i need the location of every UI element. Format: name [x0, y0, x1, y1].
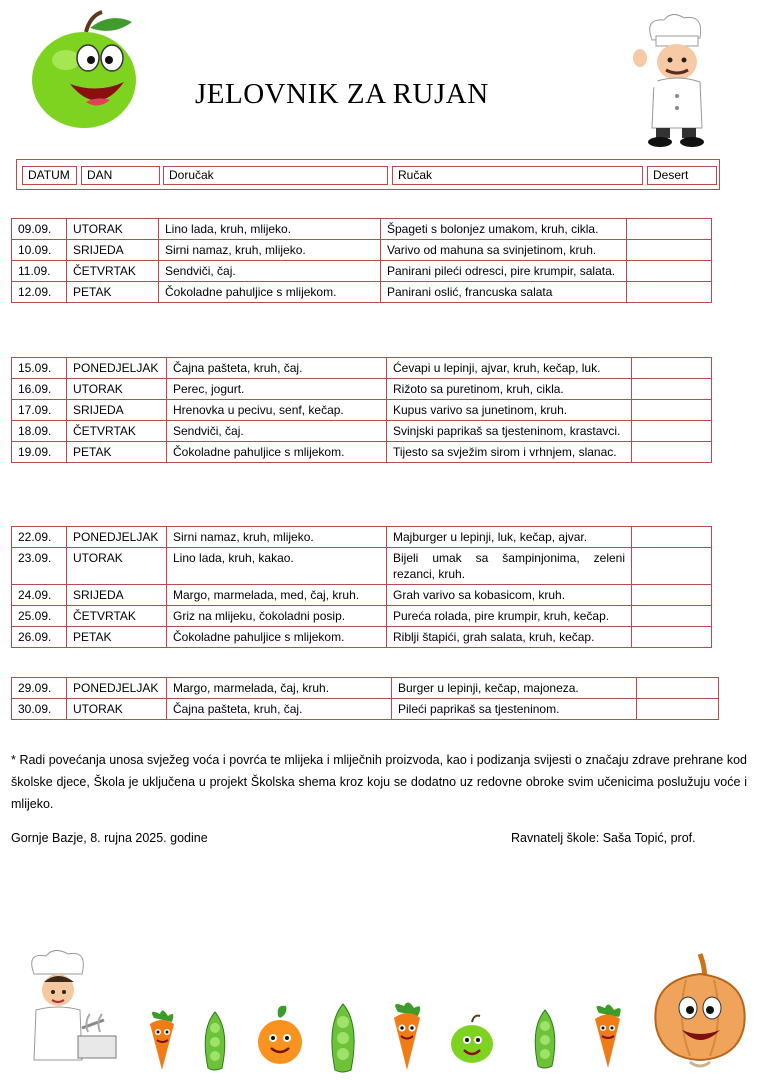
dessert-cell: [632, 358, 712, 379]
day-cell: PONEDJELJAK: [67, 678, 167, 699]
lunch-cell: Majburger u lepinji, luk, kečap, ajvar.: [387, 527, 632, 548]
breakfast-cell: Čajna pašteta, kruh, čaj.: [167, 699, 392, 720]
header-datum: DATUM: [22, 166, 77, 185]
carrot-icon: [140, 1008, 184, 1072]
dessert-cell: [632, 627, 712, 648]
dessert-cell: [627, 219, 712, 240]
lunch-cell: Tijesto sa svježim sirom i vrhnjem, slanac.: [387, 442, 632, 463]
date-cell: 24.09.: [12, 585, 67, 606]
dessert-cell: [627, 261, 712, 282]
breakfast-cell: Hrenovka u pecivu, senf, kečap.: [167, 400, 387, 421]
date-cell: 16.09.: [12, 379, 67, 400]
breakfast-cell: Perec, jogurt.: [167, 379, 387, 400]
dessert-cell: [632, 400, 712, 421]
date-cell: 10.09.: [12, 240, 67, 261]
day-cell: SRIJEDA: [67, 240, 159, 261]
pea-pod-icon: [530, 1008, 560, 1070]
breakfast-cell: Griz na mlijeku, čokoladni posip.: [167, 606, 387, 627]
chef-cooking-icon: [22, 948, 118, 1064]
day-cell: ČETVRTAK: [67, 261, 159, 282]
apple-character-icon: [28, 10, 140, 130]
date-cell: 18.09.: [12, 421, 67, 442]
lunch-cell: Riblji štapići, grah salata, kruh, kečap.: [387, 627, 632, 648]
week-table: [11, 526, 712, 648]
table-row: [12, 699, 719, 720]
place-date: Gornje Bazje, 8. rujna 2025. godine: [11, 831, 208, 845]
day-cell: PONEDJELJAK: [67, 358, 167, 379]
date-cell: 17.09.: [12, 400, 67, 421]
chef-character-icon: [630, 10, 722, 150]
breakfast-cell: Sirni namaz, kruh, mlijeko.: [167, 527, 387, 548]
dessert-cell: [637, 678, 719, 699]
date-cell: 15.09.: [12, 358, 67, 379]
date-cell: 25.09.: [12, 606, 67, 627]
dessert-cell: [632, 442, 712, 463]
school-scheme-note: * Radi povećanja unosa svježeg voća i povrća te mlijeka i mliječnih proizvoda, kao i podizanja svijesti o značaju zdrave prehrane kod školske djece, Škola je uključena u projekt Školska shema kroz koju se dodatno uz redovne obroke svim učenicima poslužuju voće i mlijeko.: [11, 753, 747, 811]
date-cell: 23.09.: [12, 548, 67, 585]
dessert-cell: [632, 379, 712, 400]
lunch-cell: Špageti s bolonjez umakom, kruh, cikla.: [381, 219, 627, 240]
lunch-cell: Panirani oslić, francuska salata: [381, 282, 627, 303]
lunch-cell: Panirani pileći odresci, pire krumpir, salata.: [381, 261, 627, 282]
header-desert: Desert: [647, 166, 717, 185]
dessert-cell: [637, 699, 719, 720]
breakfast-cell: Sendviči, čaj.: [167, 421, 387, 442]
table-row: [12, 358, 712, 379]
lunch-cell: Pileći paprikaš sa tjesteninom.: [392, 699, 637, 720]
breakfast-cell: Margo, marmelada, čaj, kruh.: [167, 678, 392, 699]
date-cell: 19.09.: [12, 442, 67, 463]
date-cell: 26.09.: [12, 627, 67, 648]
day-cell: SRIJEDA: [67, 400, 167, 421]
dessert-cell: [632, 421, 712, 442]
pea-pod-icon: [200, 1010, 230, 1072]
table-row: [12, 627, 712, 648]
table-row: [12, 442, 712, 463]
date-cell: 22.09.: [12, 527, 67, 548]
day-cell: ČETVRTAK: [67, 421, 167, 442]
lunch-cell: Burger u lepinji, kečap, majoneza.: [392, 678, 637, 699]
day-cell: UTORAK: [67, 219, 159, 240]
dessert-cell: [632, 606, 712, 627]
apple-icon: [448, 1014, 496, 1064]
table-row: [12, 219, 712, 240]
week-table: [11, 218, 712, 303]
breakfast-cell: Margo, marmelada, med, čaj, kruh.: [167, 585, 387, 606]
day-cell: UTORAK: [67, 699, 167, 720]
day-cell: PETAK: [67, 442, 167, 463]
table-row: [12, 606, 712, 627]
orange-icon: [256, 1002, 304, 1066]
table-row: [12, 527, 712, 548]
carrot-icon: [382, 1000, 432, 1072]
date-cell: 12.09.: [12, 282, 67, 303]
breakfast-cell: Čokoladne pahuljice s mlijekom.: [167, 627, 387, 648]
date-cell: 29.09.: [12, 678, 67, 699]
week-table: [11, 677, 719, 720]
menu-header: [16, 159, 720, 190]
breakfast-cell: Sirni namaz, kruh, mlijeko.: [159, 240, 381, 261]
lunch-cell: Pureća rolada, pire krumpir, kruh, kečap.: [387, 606, 632, 627]
dessert-cell: [632, 548, 712, 585]
breakfast-cell: Čokoladne pahuljice s mlijekom.: [159, 282, 381, 303]
table-row: [12, 400, 712, 421]
table-row: [12, 548, 712, 585]
dessert-cell: [627, 282, 712, 303]
dessert-cell: [632, 527, 712, 548]
header-dan: DAN: [81, 166, 160, 185]
day-cell: UTORAK: [67, 548, 167, 585]
principal-signature: Ravnatelj škole: Saša Topić, prof.: [511, 831, 696, 845]
lunch-cell: Rižoto sa puretinom, kruh, cikla.: [387, 379, 632, 400]
breakfast-cell: Lino lada, kruh, mlijeko.: [159, 219, 381, 240]
week-table: [11, 357, 712, 463]
table-row: [12, 282, 712, 303]
table-row: [12, 379, 712, 400]
day-cell: ČETVRTAK: [67, 606, 167, 627]
lunch-cell: Bijeli umak sa šampinjonima, zeleni rezanci, kruh.: [387, 548, 632, 585]
lunch-cell: Kupus varivo sa junetinom, kruh.: [387, 400, 632, 421]
header-rucak: Ručak: [392, 166, 643, 185]
breakfast-cell: Čajna pašteta, kruh, čaj.: [167, 358, 387, 379]
onion-character-icon: [646, 950, 754, 1070]
day-cell: SRIJEDA: [67, 585, 167, 606]
day-cell: PONEDJELJAK: [67, 527, 167, 548]
breakfast-cell: Čokoladne pahuljice s mlijekom.: [167, 442, 387, 463]
header-dorucak: Doručak: [163, 166, 388, 185]
table-row: [12, 678, 719, 699]
day-cell: UTORAK: [67, 379, 167, 400]
lunch-cell: Grah varivo sa kobasicom, kruh.: [387, 585, 632, 606]
dessert-cell: [632, 585, 712, 606]
dessert-cell: [627, 240, 712, 261]
page-title: JELOVNIK ZA RUJAN: [195, 78, 489, 110]
table-row: [12, 240, 712, 261]
table-row: [12, 585, 712, 606]
lunch-cell: Varivo od mahuna sa svinjetinom, kruh.: [381, 240, 627, 261]
table-row: [12, 261, 712, 282]
pea-pod-icon: [326, 1002, 360, 1074]
date-cell: 30.09.: [12, 699, 67, 720]
breakfast-cell: Lino lada, kruh, kakao.: [167, 548, 387, 585]
day-cell: PETAK: [67, 627, 167, 648]
lunch-cell: Svinjski paprikaš sa tjesteninom, krastavci.: [387, 421, 632, 442]
day-cell: PETAK: [67, 282, 159, 303]
table-row: [12, 421, 712, 442]
breakfast-cell: Sendviči, čaj.: [159, 261, 381, 282]
date-cell: 09.09.: [12, 219, 67, 240]
carrot-icon: [584, 1002, 632, 1070]
date-cell: 11.09.: [12, 261, 67, 282]
lunch-cell: Ćevapi u lepinji, ajvar, kruh, kečap, luk.: [387, 358, 632, 379]
